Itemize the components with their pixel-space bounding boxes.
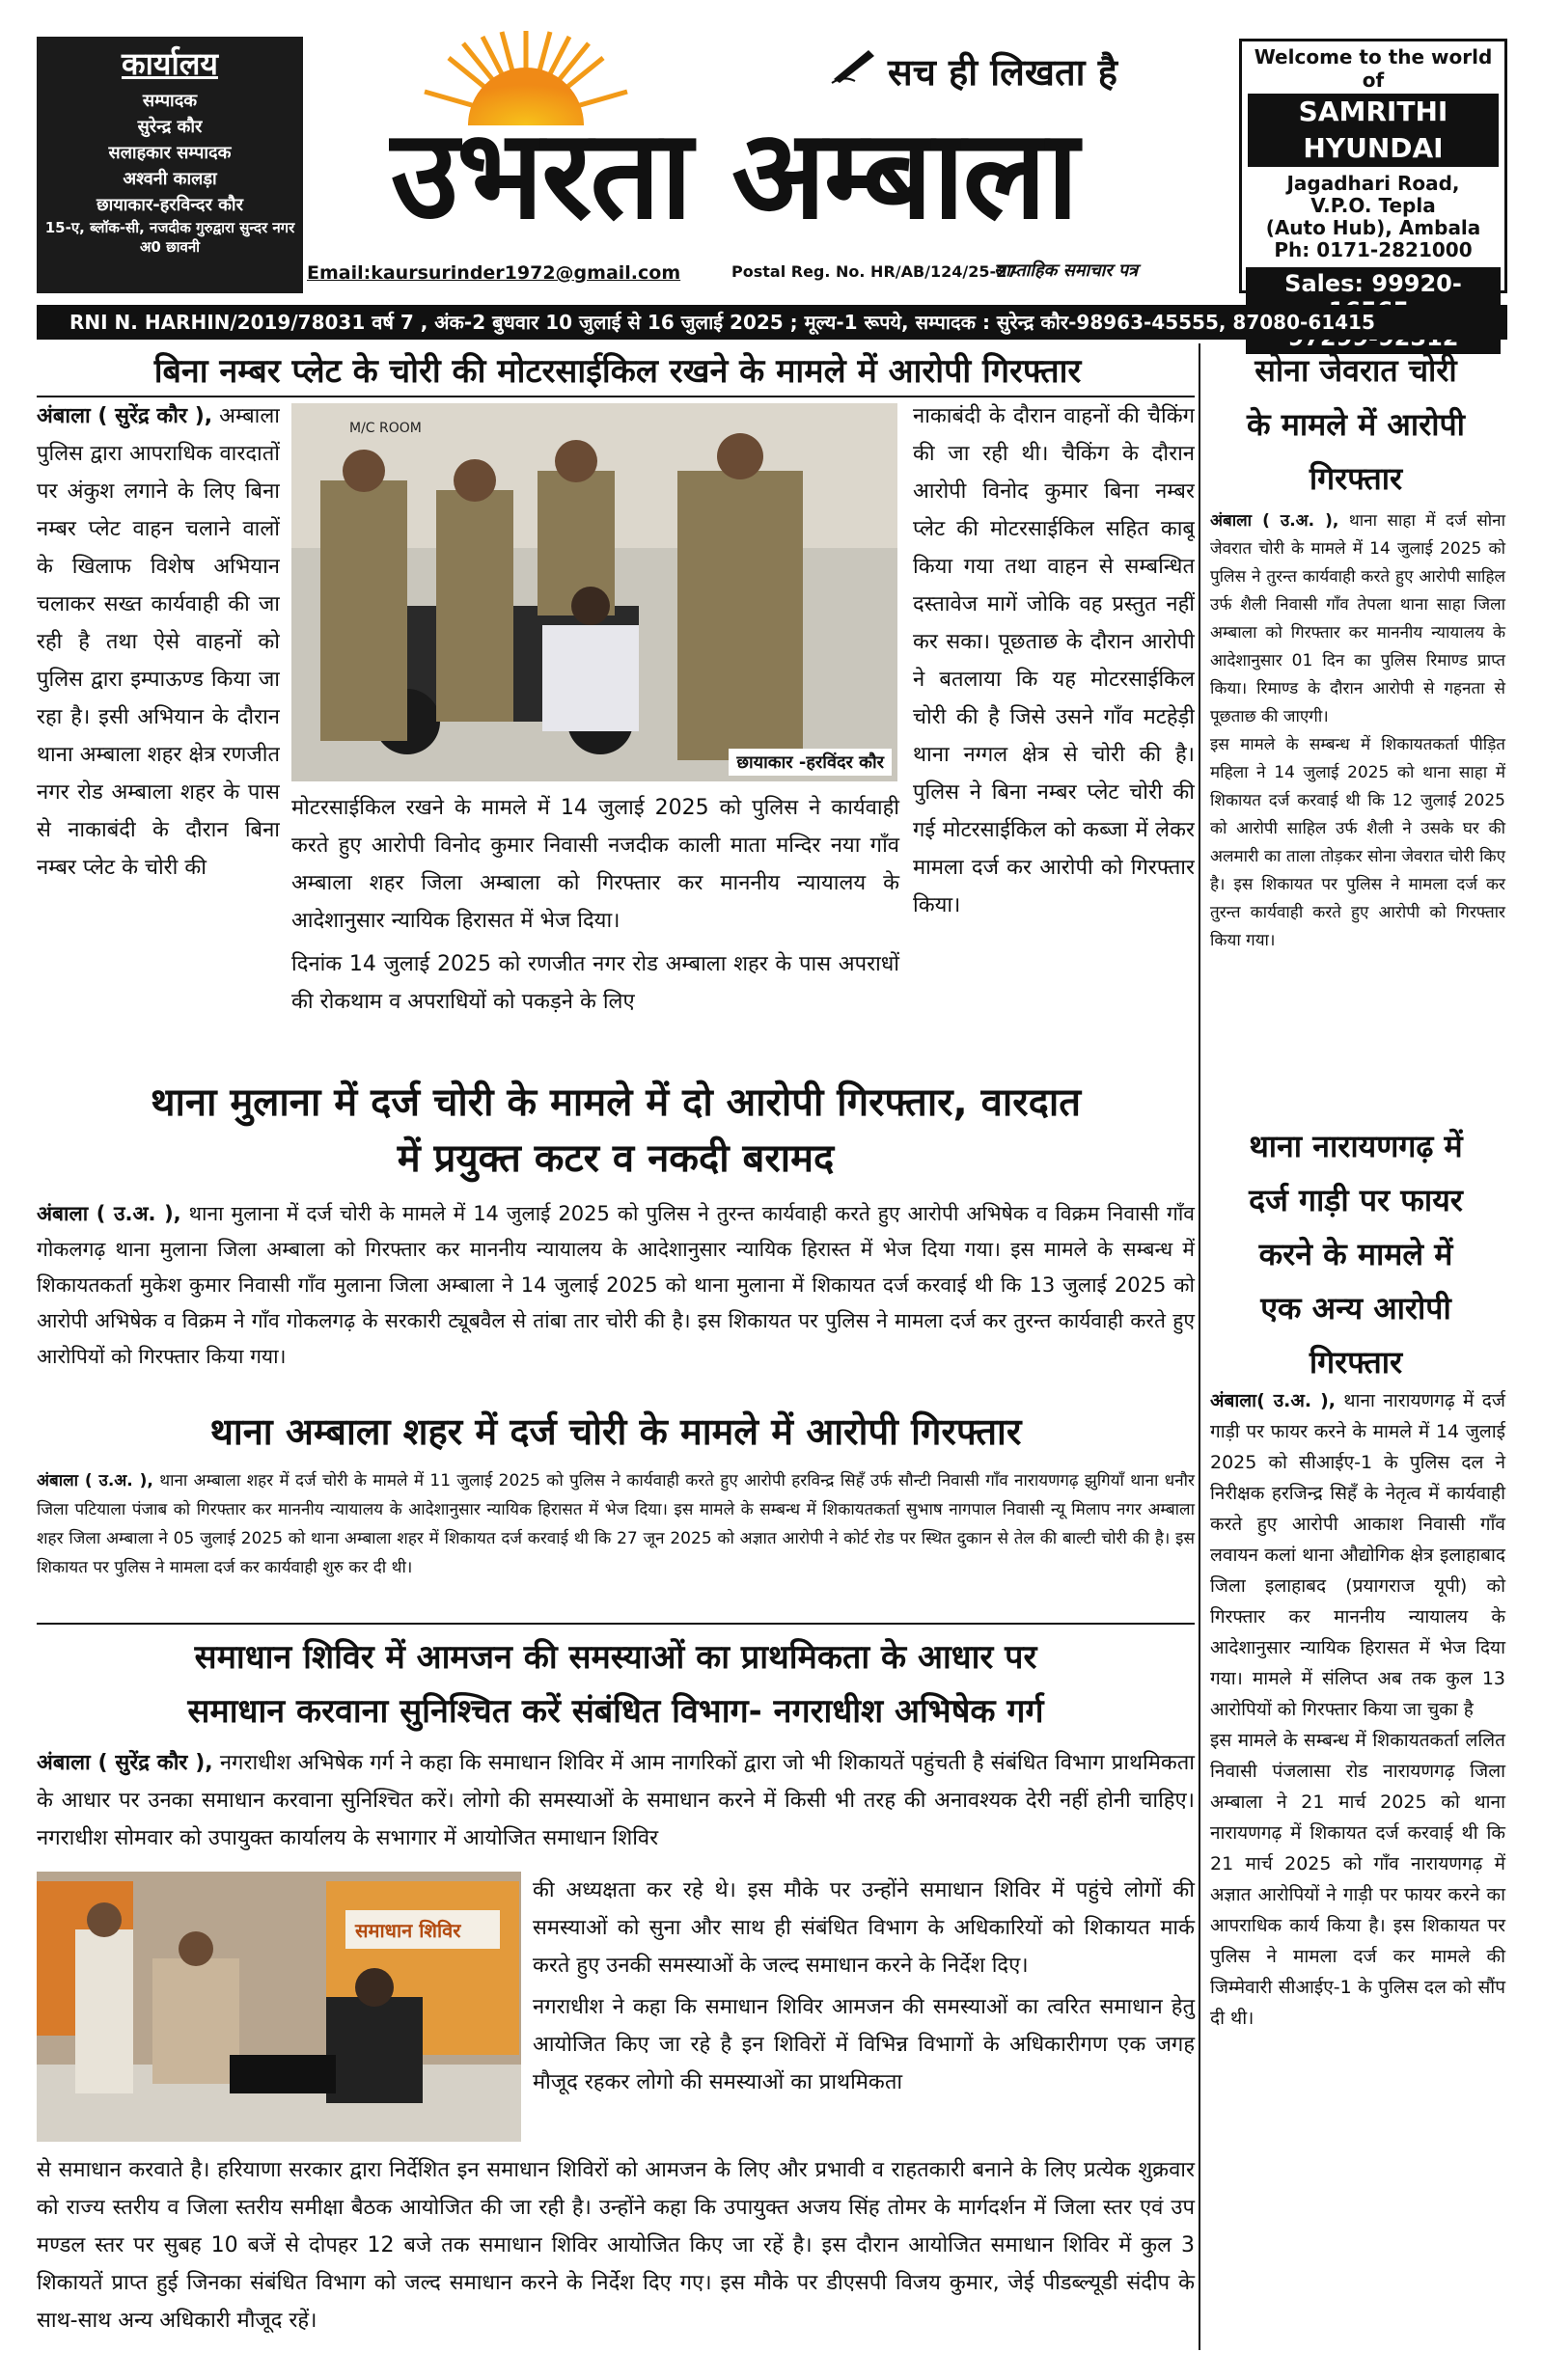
- article4-headline-line: समाधान शिविर में आमजन की समस्याओं का प्राथमिकता के आधार पर: [194, 1638, 1037, 1677]
- photo-banner-text: समाधान शिविर: [355, 1919, 461, 1942]
- rni-bar: RNI N. HARHIN/2019/78031 वर्ष 7 , अंक-2 बुधवार 10 जुलाई से 16 जुलाई 2025 ; मूल्य-1 रूपये, सम्पादक : सुरेन्द्र कौर-98963-45555, 87080-61415: [37, 305, 1507, 340]
- article4-right2: नगराधीश ने कहा कि समाधान शिविर आमजन की समस्याओं का त्वरित समाधान हेतु आयोजित किए जा रहे है इन शिविरों में विभिन्न विभागों के अधिकारीगण एक जगह मौजूद रहकर लोगो की समस्याओं का प्राथमिकता: [533, 1995, 1195, 2094]
- sidebar2-headline-line: गिरफ्तार: [1309, 1344, 1403, 1381]
- article4-tail: से समाधान करवाते है। हरियाणा सरकार द्वारा निर्देशित इन समाधान शिविरों को आमजन के लिए और प्रभावी व राहतकारी बनाने के लिए प्रत्येक शुक्रवार को राज्य स्तरीय व जिला स्तरीय समीक्षा बैठक आयोजित की जा रही है। उन्होंने कहा कि उपायुक्त अजय सिंह तोमर के मार्गदर्शन में जिला स्तर एवं उप मण्डल स्तर पर सुबह 10 बजें से दोपहर 12 बजे तक समाधान शिविर आयोजित किए जा रहें है। इस दौरान आयोजित समाधान शिविर में कुल 3 शिकायतें प्राप्त हुई जिनका संबंधित विभाग को जल्द समाधान करने के निर्देश दिए गए। इस मौके पर डीएसपी विजय कुमार, जेई पीडब्ल्यूडी संदीप के साथ-साथ अन्य अधिकारी मौजूद रहें।: [37, 2158, 1195, 2333]
- office-line: सलाहकार सम्पादक: [108, 143, 232, 163]
- office-line: छायाकार-हरविन्दर कौर: [96, 195, 243, 215]
- office-line: सुरेन्द्र कौर: [137, 117, 203, 137]
- office-title: कार्यालय: [122, 45, 218, 82]
- tagline: सच ही लिखता है: [888, 51, 1117, 94]
- article1-col2-text: मोटरसाईकिल रखने के मामले में 14 जुलाई 2025 को पुलिस ने कार्यवाही करते हुए आरोपी विनोद कुमार निवासी नजदीक काली माता मन्दिर नया गाँव अम्बाला शहर जिला अम्बाला को गिरफ्तार कर माननीय न्यायालय के आदेशानुसार न्यायिक हिरासत में भेज दिया।: [291, 796, 899, 933]
- sidebar1-headline: [1206, 343, 1505, 506]
- column-divider: [1199, 343, 1200, 2350]
- office-line: सम्पादक: [142, 91, 198, 111]
- sidebar2-headline-line: दर्ज गाड़ी पर फायर: [1249, 1182, 1463, 1218]
- sidebar1-body2-text: इस मामले के सम्बन्ध में शिकायतकर्ता पीड़ित महिला ने 14 जुलाई 2025 को थाना साहा में शिकायत दर्ज करवाई थी कि 12 जुलाई 2025 को आरोपी साहिल उर्फ शैली ने उसके घर की अलमारी का ताला तोड़कर सोना जेवरात चोरी किए है। इस शिकायत पर पुलिस ने मामला दर्ज कर तुरन्त कार्यवाही करते हुए आरोपी को गिरफ्तार किया गया।: [1210, 735, 1505, 950]
- ad-welcome: Welcome to the world of: [1254, 45, 1493, 92]
- sidebar1-byline: अंबाला ( उ.अ. ),: [1210, 511, 1339, 531]
- office-box: [37, 37, 303, 293]
- article4-headline: [37, 1630, 1195, 1738]
- sidebar2-byline: अंबाला( उ.अ. ),: [1210, 1390, 1336, 1411]
- postal-reg: Postal Reg. No. HR/AB/124/25-27: [731, 262, 1018, 281]
- article1-headline: बिना नम्बर प्लेट के चोरी की मोटरसाईकिल रखने के मामले में आरोपी गिरफ्तार: [153, 352, 1082, 391]
- article1-col2: [291, 789, 899, 1021]
- article4-headline-line: समाधान करवाना सुनिश्चित करें संबंधित विभाग- नगराधीश अभिषेक गर्ग: [187, 1692, 1044, 1731]
- divider: [37, 1623, 1195, 1625]
- article4-intro: [37, 1744, 1195, 1857]
- ad-sales-line: Sales: 99920-: [1284, 270, 1462, 297]
- paper-name: उभरता अम्बाला: [391, 103, 1077, 247]
- article1-col1: [37, 397, 280, 1063]
- sidebar2-headline-line: करने के मामले में: [1258, 1236, 1453, 1272]
- article3-body-text: थाना अम्बाला शहर में दर्ज चोरी के मामले में 11 जुलाई 2025 को पुलिस ने कार्यवाही करते हुए आरोपी हरविन्द्र सिहँ उर्फ सौन्टी निवासी गाँव नारायणगढ़ झुगियाँ थाना धनौर जिला पटियाला पंजाब को गिरफ्तार कर माननीय न्यायालय के आदेशानुसार न्यायिक हिरासत में भेज दिया। इस मामले के सम्बन्ध में शिकायतकर्ता सुभाष नागपाल निवासी न्यू मिलाप नगर अम्बाला शहर जिला अम्बाला ने 05 जुलाई 2025 को थाना अम्बाला शहर में शिकायत दर्ज करवाई थी कि 27 जून 2025 को अज्ञात आरोपी ने कोर्ट रोड पर स्थित दुकान से तेल की बाल्टी चोरी की है। इस शिकायत पर पुलिस ने मामला दर्ज कर कार्यवाही शुरु कर दी थी।: [37, 1471, 1196, 1577]
- office-line: अश्वनी कालड़ा: [123, 169, 217, 189]
- sidebar2-body: [1210, 1385, 1505, 2034]
- ad-address-line: Ph: 0171-2821000: [1274, 238, 1473, 261]
- article1-col1-text: अम्बाला पुलिस द्वारा आपराधिक वारदातों पर अंकुश लगाने के लिए बिना नम्बर प्लेट वाहन चलाने वालों के खिलाफ विशेष अभियान चलाकर सख्त कार्यवाही की जा रही है तथा ऐसे वाहनों को पुलिस द्वारा इम्पाऊण्ड किया जा रहा है। इसी अभियान के दौरान थाना अम्बाला शहर क्षेत्र रणजीत नगर रोड अम्बाला शहर के पास से नाकाबंदी के दौरान बिना नम्बर प्लेट के चोरी की: [37, 404, 280, 880]
- article1-col2b-text: दिनांक 14 जुलाई 2025 को रणजीत नगर रोड अम्बाला शहर के पास अपराधों की रोकथाम व अपराधियों को पकड़ने के लिए: [291, 952, 899, 1014]
- sidebar1-body: [1210, 507, 1505, 955]
- ad-address-line: Jagadhari Road,: [1286, 172, 1460, 195]
- article2-body: [37, 1196, 1195, 1375]
- sidebar1-headline-line: सोना जेवरात चोरी: [1254, 352, 1457, 389]
- sidebar2-body-text: थाना नारायणगढ़ में दर्ज गाड़ी पर फायर करने के मामले में 14 जुलाई 2025 को सीआईए-1 के पुलिस दल ने निरीक्षक हरजिन्द्र सिहँ के नेतृत्व में कार्यवाही करते हुए आरोपी आकाश निवासी गाँव लवायन कलां थाना औद्योगिक क्षेत्र इलाहाबाद जिला इलाहाबद (प्रयागराज यूपी) को गिरफ्तार कर माननीय न्यायालय के आदेशानुसार न्यायिक हिरासत में भेज दिया गया। मामले में संलिप्त अब तक कुल 13 आरोपियों को गिरफ्तार किया जा चुका है: [1210, 1390, 1505, 1720]
- sidebar1-body-text: थाना साहा में दर्ज सोना जेवरात चोरी के मामले में 14 जुलाई 2025 को पुलिस ने तुरन्त कार्यवाही करते हुए आरोपी साहिल उर्फ शैली निवासी गाँव तेपला थाना साहा जिला अम्बाला को गिरफ्तार कर माननीय न्यायालय के आदेशानुसार 01 दिन का पुलिस रिमाण्ड प्राप्त किया। रिमाण्ड के दौरान आरोपी से गहनता से पूछताछ की जाएगी।: [1210, 511, 1505, 726]
- office-address: 15-ए, ब्लॉक-सी, नजदीक गुरुद्वारा सुन्दर नगर अ0 छावनी: [44, 219, 295, 256]
- article2-body-text: थाना मुलाना में दर्ज चोरी के मामले में 14 जुलाई 2025 को पुलिस ने तुरन्त कार्यवाही करते हुए आरोपी अभिषेक व विक्रम निवासी गाँव गोकलगढ़ थाना मुलाना जिला अम्बाला को गिरफ्तार कर माननीय न्यायालय के आदेशानुसार न्यायिक हिरास्त में भेज दिया गया। इस मामले के सम्बन्ध में शिकायतकर्ता मुकेश कुमार निवासी गाँव मुलाना जिला अम्बाला ने 14 जुलाई 2025 को थाना मुलाना में शिकायत दर्ज करवाई थी कि 13 जुलाई 2025 को आरोपी अभिषेक व विक्रम ने गाँव गोकलगढ़ के सरकारी ट्यूबवैल से तांबा तार चोरी की है। इस शिकायत पर पुलिस ने मामला दर्ज कर तुरन्त कार्यवाही करते हुए आरोपियों को गिरफ्तार किया गया।: [37, 1202, 1195, 1368]
- article3-body: [37, 1466, 1195, 1582]
- article1-photo-caption: छायाकार -हरविंदर कौर: [729, 749, 892, 776]
- article4-right1: की अध्यक्षता कर रहे थे। इस मौके पर उन्होंने समाधान शिविर में पहुंचे लोगों की समस्याओं को सुना और साथ ही संबंधित विभाग के अधिकारियों को शिकायत मार्क करते हुए उनकी समस्याओं के जल्द समाधान करने के निर्देश दिए।: [533, 1878, 1195, 1978]
- sidebar2-headline-line: थाना नारायणगढ़ में: [1249, 1128, 1463, 1164]
- sidebar2-headline-line: एक अन्य आरोपी: [1260, 1290, 1451, 1327]
- article3-headline: थाना अम्बाला शहर में दर्ज चोरी के मामले में आरोपी गिरफ्तार: [209, 1410, 1022, 1453]
- article4-byline: अंबाला ( सुरेंद्र कौर ),: [37, 1751, 213, 1775]
- article2-byline: अंबाला ( उ.अ. ),: [37, 1202, 181, 1225]
- ad-address-line: (Auto Hub), Ambala: [1265, 216, 1481, 239]
- article2-headline: [37, 1075, 1195, 1187]
- pen-icon: [830, 46, 878, 85]
- ad-brand: SAMRITHI HYUNDAI: [1248, 94, 1499, 167]
- photo-sign: M/C ROOM: [349, 421, 422, 436]
- advertisement: [1239, 39, 1507, 297]
- sidebar1-headline-line: गिरफ्तार: [1309, 460, 1403, 497]
- article1-photo: [291, 403, 897, 781]
- email-link[interactable]: Email:kaursurinder1972@gmail.com: [307, 262, 681, 284]
- article1-col3: नाकाबंदी के दौरान वाहनों की चैकिंग की जा रही थी। चैकिंग के दौरान आरोपी विनोद कुमार बिना नम्बर प्लेट की मोटरसाईकिल सहित काबू किया गया तथा वाहन से सम्बन्धित दस्तावेज मागें जोकि वह प्रस्तुत नहीं कर सका। पूछताछ के दौरान आरोपी ने बतलाया कि यह मोटरसाईकिल चोरी की है जिसे उसने गाँव मटहेड़ी थाना नग्गल क्षेत्र से चोरी की है। पुलिस ने बिना नम्बर प्लेट चोरी की गई मोटरसाईकिल को कब्जा में लेकर मामला दर्ज कर आरोपी को गिरफ्तार किया।: [913, 404, 1195, 917]
- article4-photo: [37, 1872, 521, 2142]
- article1-byline: अंबाला ( सुरेंद्र कौर ),: [37, 404, 213, 428]
- weekly-label: साप्ताहिक समाचार पत्र: [994, 260, 1139, 281]
- article2-headline-line: थाना मुलाना में दर्ज चोरी के मामले में दो आरोपी गिरफ्तार, वारदात: [150, 1081, 1082, 1125]
- sidebar2-body2-text: इस मामले के सम्बन्ध में शिकायतकर्ता ललित निवासी पंजलासा रोड नारायणगढ़ जिला अम्बाला ने 21 मार्च 2025 को थाना नारायणगढ़ में शिकायत दर्ज करवाई थी कि 21 मार्च 2025 को गाँव नारायणगढ़ में अज्ञात आरोपियों ने गाड़ी पर फायर करने का आपराधिक कार्य किया है। इस शिकायत पर पुलिस ने मामला दर्ज कर मामले की जिम्मेवारी सीआईए-1 के पुलिस दल को सौंप दी थी।: [1210, 1730, 1505, 2029]
- article4-right: [533, 1872, 1195, 2101]
- article2-headline-line: में प्रयुक्त कटर व नकदी बरामद: [397, 1136, 835, 1181]
- sidebar2-headline: [1206, 1119, 1505, 1389]
- article3-byline: अंबाला ( उ.अ. ),: [37, 1471, 153, 1491]
- ad-address-line: V.P.O. Tepla: [1310, 194, 1436, 217]
- article4-intro-text: नगराधीश अभिषेक गर्ग ने कहा कि समाधान शिविर में आम नागरिकों द्वारा जो भी शिकायतें पहुंचती है संबंधित विभाग प्राथमिकता के आधार पर उनका समाधान करवाना सुनिश्चित करें। लोगो की समस्याओं के समाधान करने में किसी भी तरह की अनावश्यक देरी नहीं होनी चाहिए। नगराधीश सोमवार को उपायुक्त कार्यालय के सभागार में आयोजित समाधान शिविर: [37, 1751, 1195, 1850]
- sidebar1-headline-line: के मामले में आरोपी: [1247, 406, 1465, 443]
